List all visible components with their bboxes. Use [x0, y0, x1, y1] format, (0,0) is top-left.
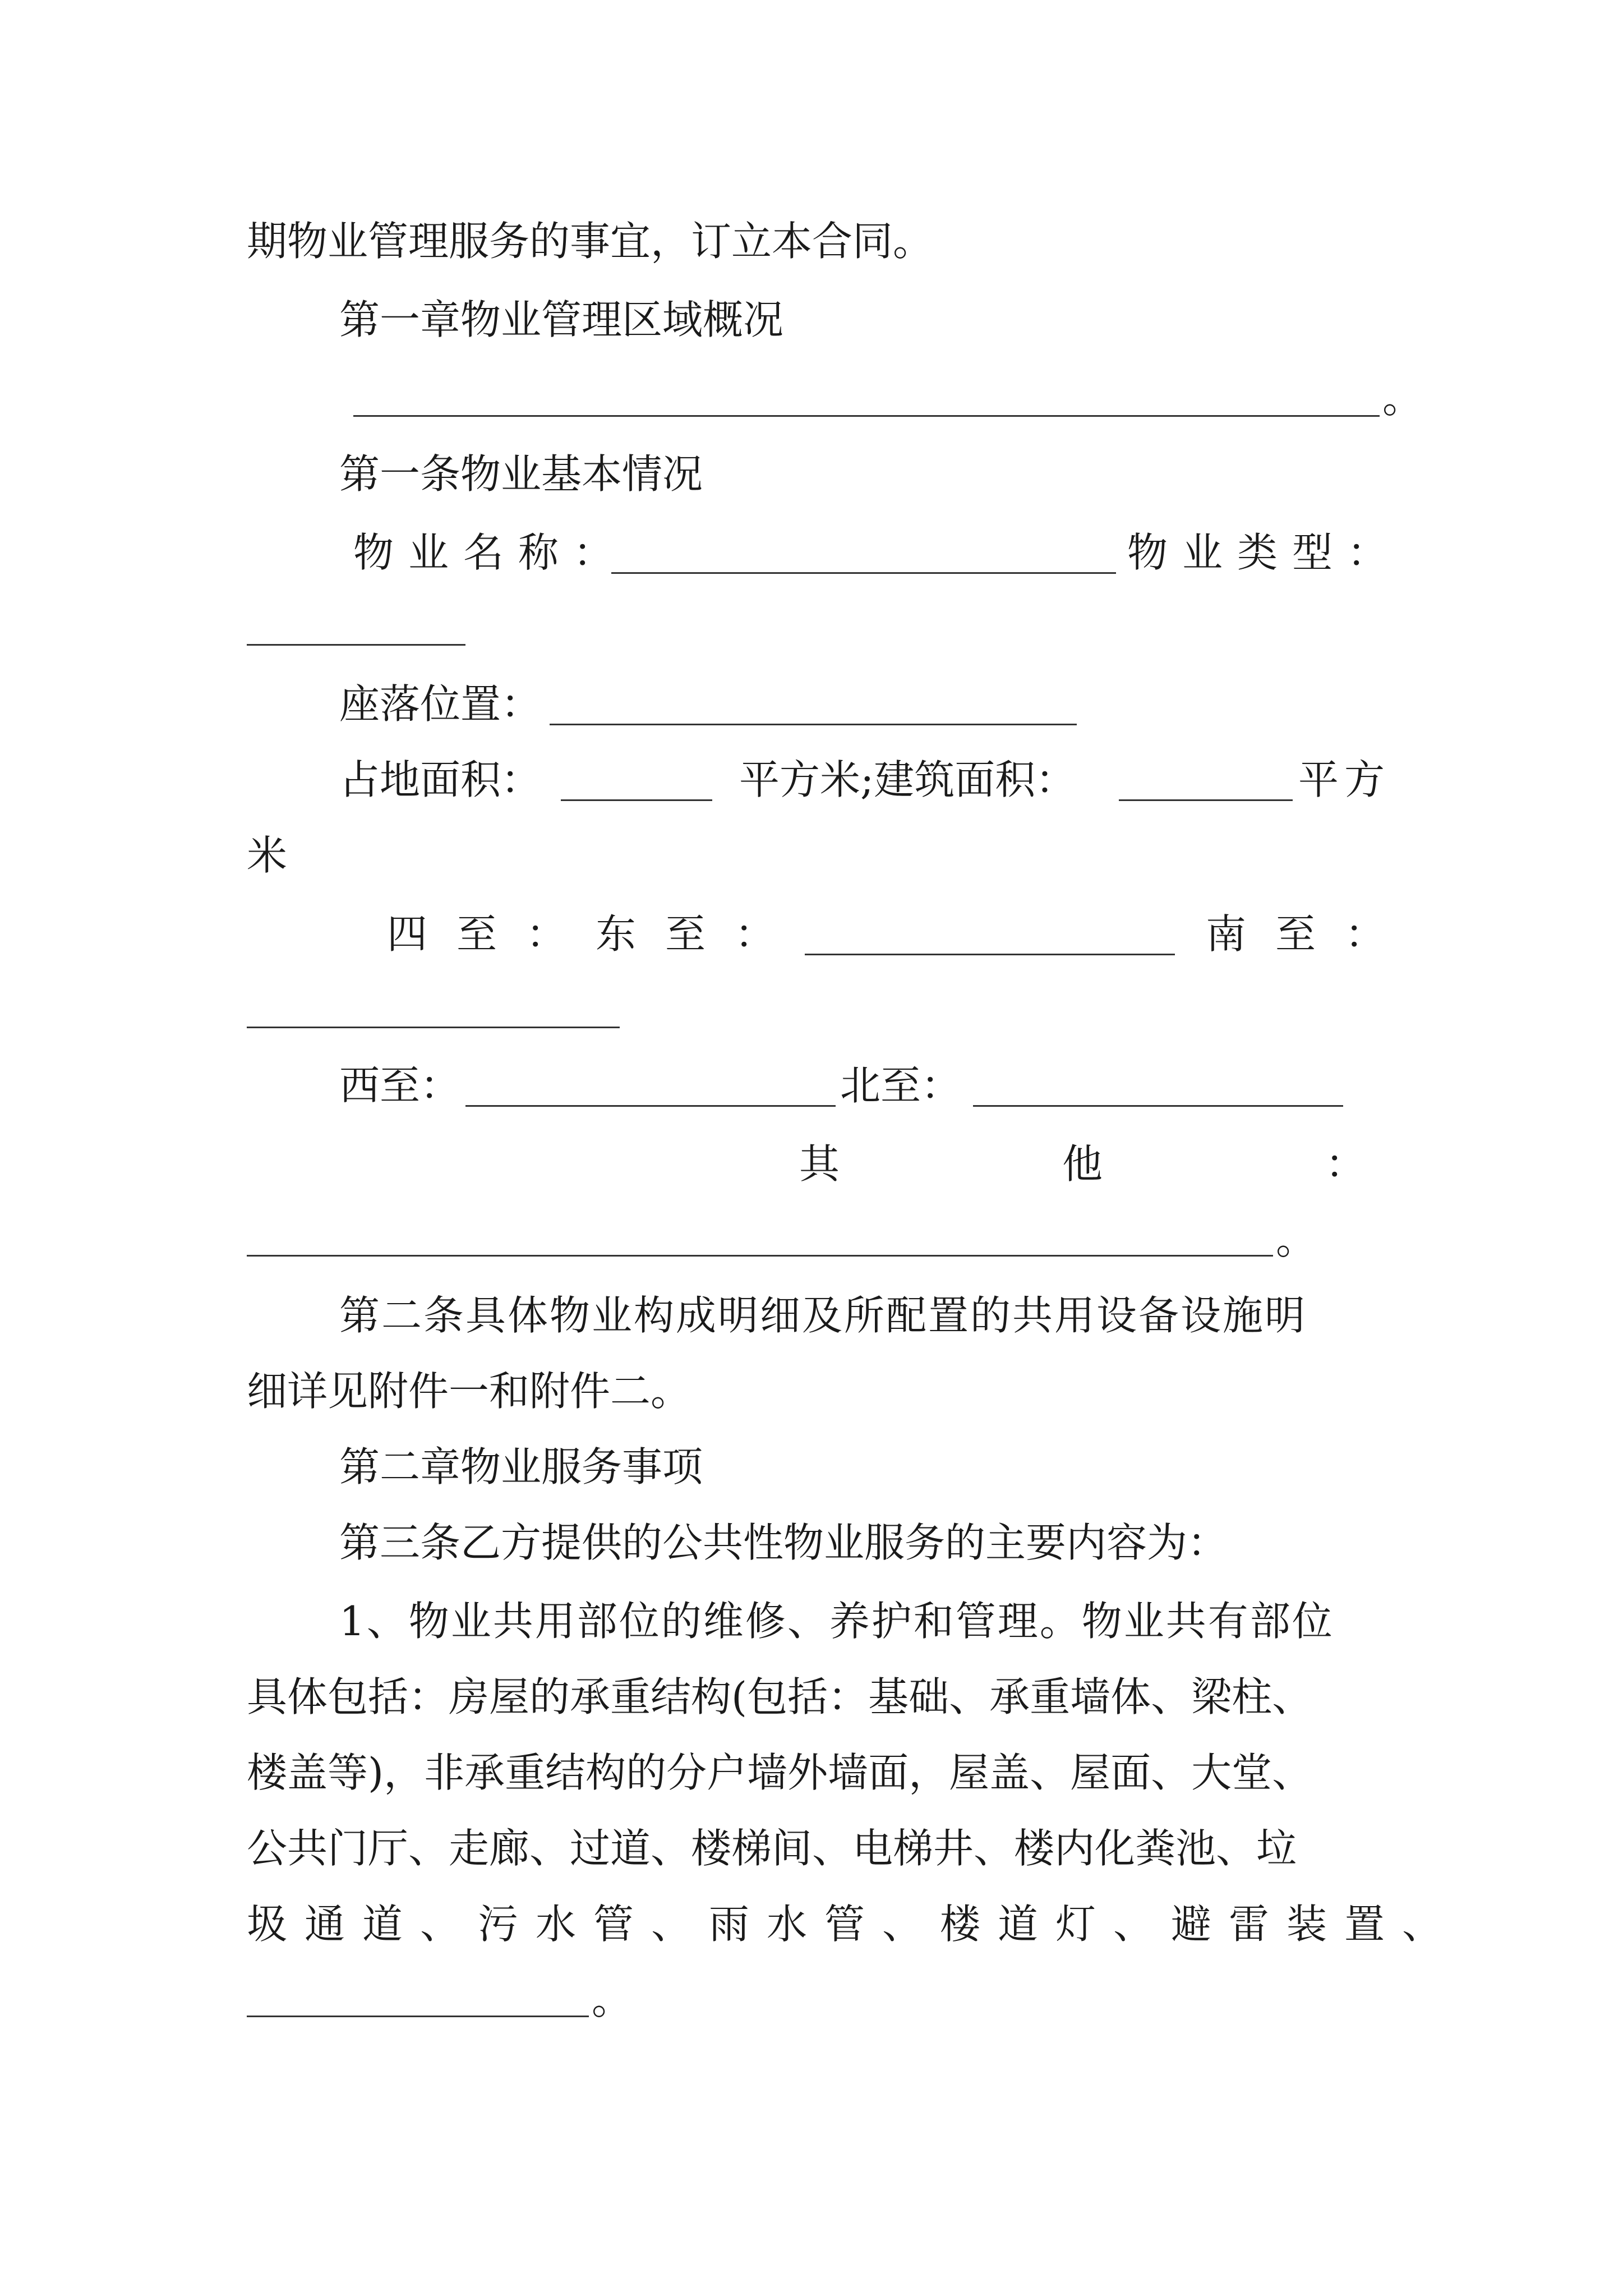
west-row [339, 1057, 460, 1114]
blank-north[interactable] [973, 1105, 1343, 1107]
property-type-label: 物业类型： [1127, 529, 1403, 576]
period-2-text: 。 [1276, 1216, 1317, 1263]
other-char-2: 他 [1062, 1140, 1103, 1188]
article3-title [339, 1515, 1228, 1571]
property-name-label: 物业名称： [353, 529, 629, 576]
article1-title-text: 第一条物业基本情况 [339, 450, 703, 498]
blank-south[interactable] [247, 1027, 620, 1028]
blank-property-name[interactable] [611, 572, 1116, 574]
north-label: 北至： [840, 1062, 962, 1109]
south-label: 南至： [1206, 910, 1415, 958]
location-label: 座落位置： [339, 680, 542, 728]
chapter2-title-text: 第二章物业服务事项 [339, 1443, 703, 1490]
blank-item1-other[interactable] [247, 2016, 589, 2017]
four-bound-row [387, 906, 804, 962]
period-1-text: 。 [1382, 375, 1423, 422]
land-area-label: 占地面积： [339, 756, 542, 803]
area-row [339, 752, 541, 808]
chapter1-title-text: 第一章物业管理区域概况 [339, 296, 784, 343]
item1-line3 [247, 1745, 1312, 1801]
building-area-label-wrap [739, 752, 1076, 808]
blank-location[interactable] [550, 724, 1077, 725]
article3-title-text: 第三条乙方提供的公共性物业服务的主要内容为： [339, 1519, 1228, 1566]
sqm-building-label: 平方米;建筑面积： [739, 756, 1076, 803]
other-char-3: ： [1325, 1140, 1366, 1188]
article1-title [339, 446, 703, 502]
item1-line2-text: 具体包括：房屋的承重结构(包括：基础、承重墙体、梁柱、 [247, 1673, 1313, 1720]
article2-line1 [339, 1287, 1307, 1343]
intro-end-line [247, 213, 933, 269]
item1-line5 [247, 1896, 1460, 1952]
blank-other[interactable] [247, 1255, 1273, 1257]
blank-building-area[interactable] [1119, 799, 1293, 801]
sqm-tail-wrap [1298, 752, 1390, 808]
item1-line1 [339, 1593, 1334, 1649]
item1-line4-text: 公共门厅、走廊、过道、楼梯间、电梯井、楼内化粪池、垃 [247, 1825, 1297, 1872]
article2-line2 [247, 1363, 691, 1419]
blank-land-area[interactable] [561, 799, 712, 801]
sqm-wrap-line [247, 827, 287, 884]
period-2 [1276, 1212, 1316, 1268]
west-label: 西至： [339, 1062, 461, 1109]
blank-west[interactable] [465, 1105, 836, 1107]
period-3 [592, 1972, 632, 2028]
blank-east[interactable] [805, 954, 1175, 955]
blank-chapter1-description[interactable] [353, 415, 1380, 417]
intro-end-text: 期物业管理服务的事宜，订立本合同。 [247, 218, 934, 265]
item1-line3-text: 楼盖等)，非承重结构的分户墙外墙面，屋盖、屋面、大堂、 [247, 1749, 1313, 1796]
four-bound-label: 四至：东至： [387, 910, 805, 958]
north-wrap [840, 1057, 961, 1114]
period-1 [1382, 370, 1423, 426]
item1-line2 [247, 1669, 1312, 1725]
item1-line5-text: 圾通道、污水管、雨水管、楼道灯、避雷装置、 [247, 1901, 1460, 1948]
item1-line1-text: 1、物业共用部位的维修、养护和管理。物业共有部位 [339, 1598, 1334, 1645]
other-row [799, 1136, 1366, 1192]
chapter1-title [339, 292, 783, 348]
other-char-1: 其 [799, 1140, 840, 1188]
blank-property-type[interactable] [247, 644, 465, 646]
south-wrap [1206, 906, 1414, 962]
sqm-wrap: 米 [247, 832, 288, 879]
article2-line1-text: 第二条具体物业构成明细及所配置的共用设备设施明 [339, 1292, 1307, 1339]
period-3-text: 。 [592, 1976, 633, 2023]
sqm-tail: 平方 [1298, 756, 1391, 803]
article2-line2-text: 细详见附件一和附件二。 [247, 1368, 691, 1415]
chapter2-title [339, 1439, 703, 1495]
location-row [339, 676, 541, 732]
item1-line4 [247, 1820, 1297, 1876]
